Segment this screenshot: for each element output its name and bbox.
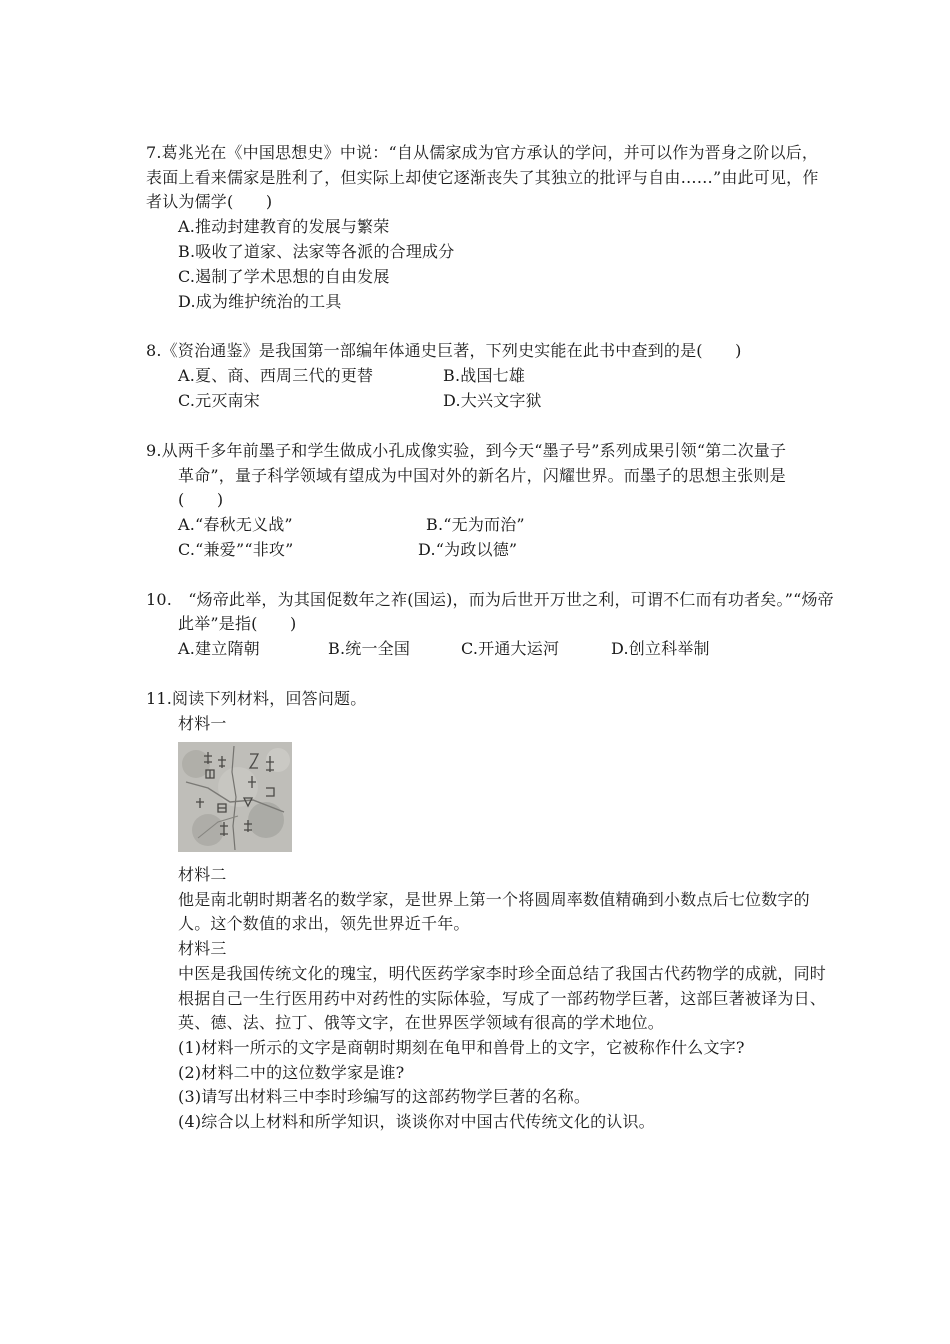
q10-option-c: C.开通大运河 [461, 639, 560, 658]
q8-stem: 8.《资治通鉴》是我国第一部编年体通史巨著，下列史实能在此书中查到的是( ) [146, 341, 742, 360]
q11-subquestion-3: (3)请写出材料三中李时珍编写的这部药物学巨著的名称。 [178, 1087, 591, 1106]
q9-stem-line2: 革命”，量子科学领域有望成为中国对外的新名片，闪耀世界。而墨子的思想主张则是 [178, 466, 786, 485]
q9-stem-line1: 9.从两千多年前墨子和学生做成小孔成像实验，到今天“墨子号”系列成果引领“第二次量子 [146, 441, 787, 460]
oracle-bone-inscription-image [178, 742, 292, 852]
material-3-label: 材料三 [178, 939, 227, 958]
q9-option-c: C.“兼爱”“非攻” [178, 540, 294, 559]
q9-option-d: D.“为政以德” [418, 540, 518, 559]
q11-title: 11.阅读下列材料，回答问题。 [146, 689, 367, 708]
q11-subquestion-2: (2)材料二中的这位数学家是谁? [178, 1063, 405, 1082]
q11-subquestion-1: (1)材料一所示的文字是商朝时期刻在龟甲和兽骨上的文字，它被称作什么文字? [178, 1038, 745, 1057]
q10-stem-line2: 此举”是指( ) [178, 614, 297, 633]
material-2-label: 材料二 [178, 865, 227, 884]
q8-option-b: B.战国七雄 [443, 366, 526, 385]
q9-option-a: A.“春秋无义战” [178, 515, 293, 534]
q7-stem-line1: 7.葛兆光在《中国思想史》中说：“自从儒家成为官方承认的学问，并可以作为晋身之阶以后， [146, 143, 819, 162]
q11-subquestion-4: (4)综合以上材料和所学知识，谈谈你对中国古代传统文化的认识。 [178, 1112, 655, 1131]
material-3-line2: 根据自己一生行医用药中对药性的实际体验，写成了一部药物学巨著，这部巨著被译为日、 [178, 989, 827, 1008]
q10-stem-line1: 10. “炀帝此举，为其国促数年之祚(国运)，而为后世开万世之利，可谓不仁而有功者矣。”“炀帝 [146, 590, 834, 609]
material-3-line3: 英、德、法、拉丁、俄等文字，在世界医学领域有很高的学术地位。 [178, 1013, 665, 1032]
material-1-label: 材料一 [178, 714, 227, 733]
material-2-line1: 他是南北朝时期著名的数学家，是世界上第一个将圆周率数值精确到小数点后七位数字的 [178, 890, 810, 909]
q10-option-a: A.建立隋朝 [178, 639, 260, 658]
q7-option-c: C.遏制了学术思想的自由发展 [178, 267, 390, 286]
q7-stem-line3: 者认为儒学( ) [146, 192, 273, 211]
q7-option-d: D.成为维护统治的工具 [178, 292, 342, 311]
q9-stem-line3: ( ) [178, 490, 224, 509]
q7-option-a: A.推动封建教育的发展与繁荣 [178, 217, 390, 236]
q10-option-b: B.统一全国 [328, 639, 411, 658]
q8-option-d: D.大兴文字狱 [443, 391, 542, 410]
material-3-line1: 中医是我国传统文化的瑰宝，明代医药学家李时珍全面总结了我国古代药物学的成就，同时 [178, 964, 827, 983]
q7-option-b: B.吸收了道家、法家等各派的合理成分 [178, 242, 455, 261]
q10-option-d: D.创立科举制 [611, 639, 710, 658]
material-2-line2: 人。这个数值的求出，领先世界近千年。 [178, 914, 470, 933]
q9-option-b: B.“无为而治” [426, 515, 525, 534]
q8-option-a: A.夏、商、西周三代的更替 [178, 366, 374, 385]
q8-option-c: C.元灭南宋 [178, 391, 260, 410]
q7-stem-line2: 表面上看来儒家是胜利了，但实际上却使它逐渐丧失了其独立的批评与自由……”由此可见，作 [146, 168, 819, 187]
